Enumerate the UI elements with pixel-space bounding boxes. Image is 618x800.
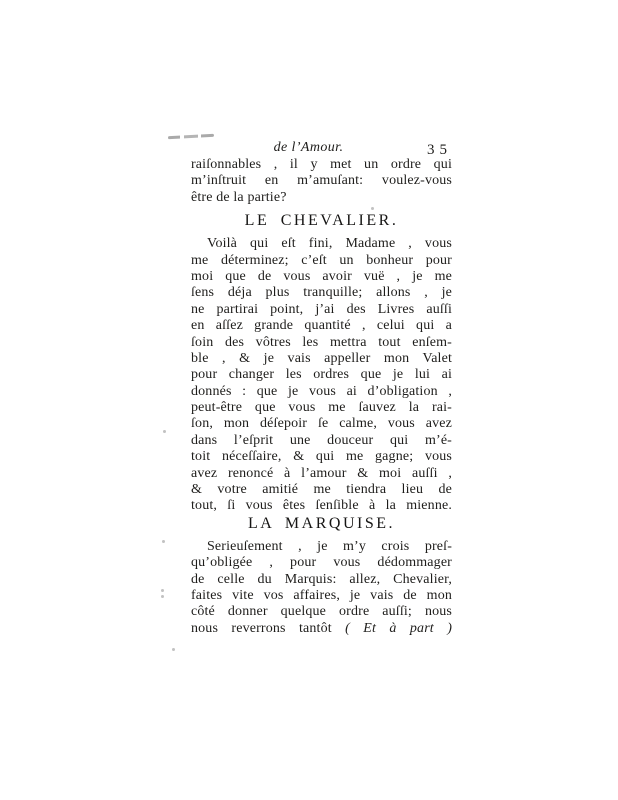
page-number: 35 (427, 142, 452, 158)
body-line: ſens déja plus tranquille; allons , je (191, 285, 452, 301)
paragraph-continuation (191, 157, 452, 206)
body-line-with-aside (191, 621, 452, 637)
scan-speck (162, 540, 165, 543)
body-line: donnés : que je vous ai d’obligation , (191, 383, 452, 399)
body-line: de celle du Marquis: allez, Chevalier, (191, 571, 452, 587)
body-line: m’inſtruit en m’amuſant: voulez-vous (191, 173, 452, 189)
body-line: en aſſez grande quantité , celui qui a (191, 318, 452, 334)
scan-speck (172, 648, 175, 651)
body-line-text: nous reverrons tantôt (191, 620, 332, 636)
body-line: peut-être que vous me ſauvez la rai- (191, 400, 452, 416)
text-block (191, 140, 452, 637)
scan-speck (161, 595, 164, 598)
body-line: côté donner quelque ordre auſſi; nous (191, 604, 452, 620)
body-line: moi que de vous avoir vuë , je me (191, 268, 452, 284)
paragraph-marquise (191, 539, 452, 637)
body-line: & votre amitié me tiendra lieu de (191, 482, 452, 498)
running-header-title: de l’Amour. (273, 140, 344, 155)
speaker-heading-marquise: LA MARQUISE. (247, 514, 395, 532)
scan-speck (161, 589, 164, 592)
scan-speck (163, 430, 166, 433)
body-line: ſoin des vôtres les mettra tout enſem- (191, 334, 452, 350)
body-line: ble , & je vais appeller mon Valet (191, 350, 452, 366)
body-line: toit néceſſaire, & qui me gagne; vous (191, 449, 452, 465)
speaker-heading-chevalier: LE CHEVALIER. (244, 212, 399, 230)
body-line: pour changer les ordres que je lui ai (191, 367, 452, 383)
paragraph-chevalier (191, 236, 452, 515)
body-line: avez renoncé à l’amour & moi auſſi , (191, 465, 452, 481)
body-line: me déterminez; c’eſt un bonheur pour (191, 252, 452, 268)
body-line: raiſonnables , il y met un ordre qui (191, 157, 452, 172)
body-line: Voilà qui eſt fini, Madame , vous (207, 236, 452, 252)
body-line: Serieuſement , je m’y crois preſ- (207, 538, 452, 554)
body-line: tout, ſi vous êtes ſenſible à la mienne. (191, 498, 452, 514)
stage-direction: ( Et à part ) (345, 620, 452, 636)
body-line: ſon, mon déſepoir ſe calme, vous avez (191, 416, 452, 432)
body-line: être de la partie? (191, 189, 287, 205)
body-line: faites vite vos affaires, je vais de mon (191, 587, 452, 603)
scan-artifact-dash (168, 134, 214, 139)
body-line: dans l’eſprit une douceur qui m’é- (191, 432, 452, 448)
body-line: ne partirai point, j’ai des Livres auſſi (191, 301, 452, 317)
running-header (191, 140, 452, 157)
body-line: qu’obligée , pour vous dédommager (191, 555, 452, 571)
